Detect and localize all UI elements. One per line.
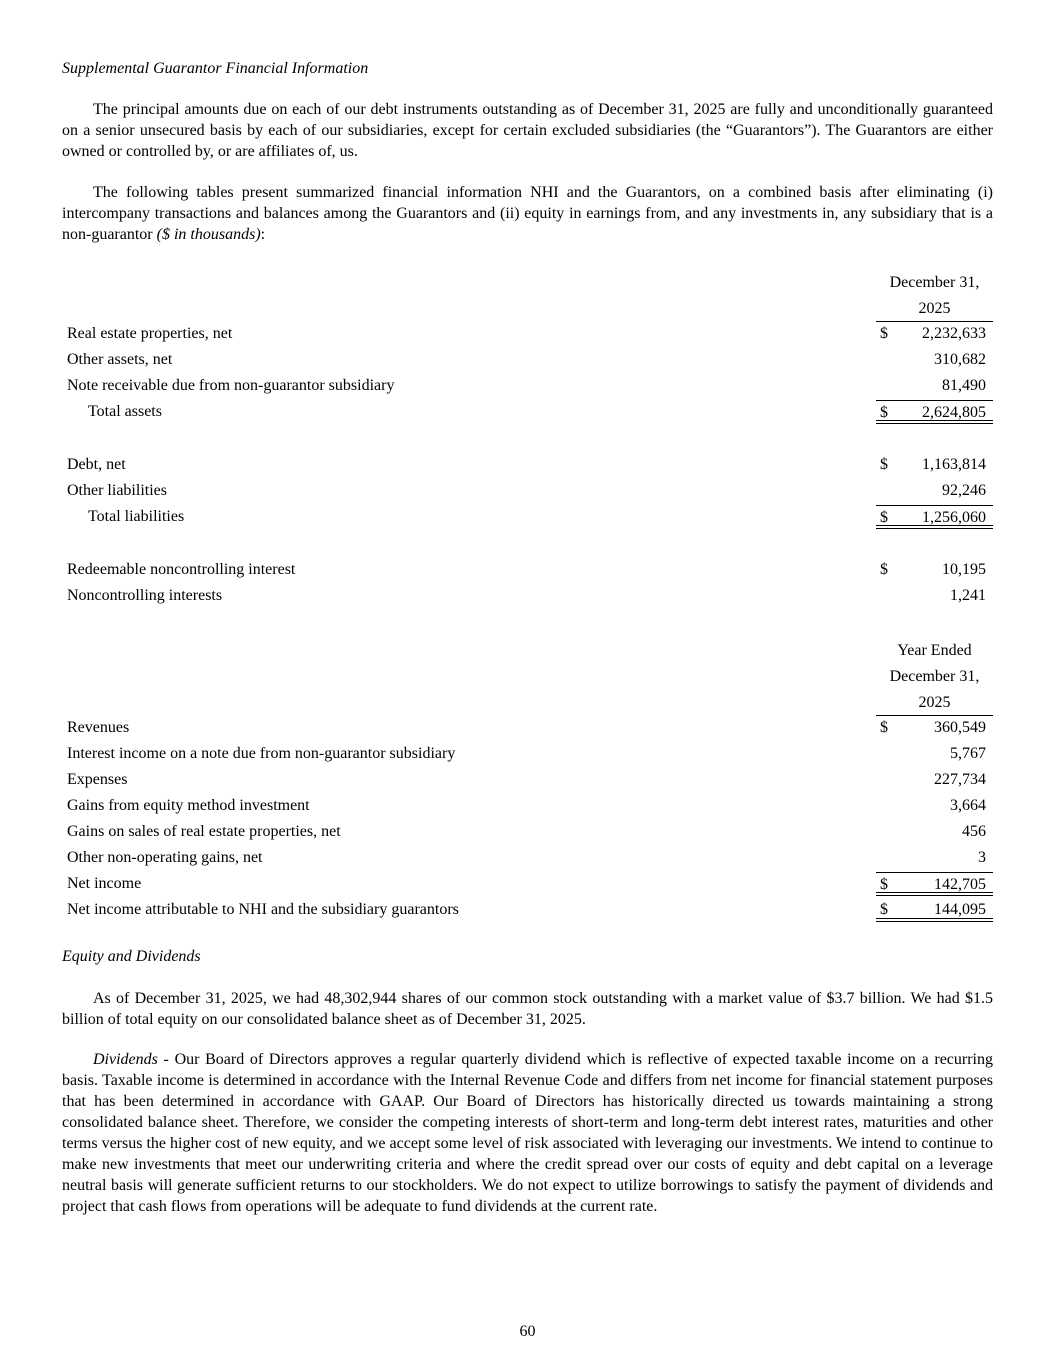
table-row <box>62 845 993 871</box>
page-number: 60 <box>519 1323 536 1340</box>
row-value: 1,163,814 <box>922 456 986 473</box>
row-label: Gains from equity method investment <box>67 797 310 814</box>
section-heading-equity: Equity and Dividends <box>62 948 201 965</box>
table-row <box>62 583 993 609</box>
table-row <box>62 373 993 399</box>
row-value: 144,095 <box>934 901 986 918</box>
row-label: Real estate properties, net <box>67 325 233 342</box>
row-label: Other non-operating gains, net <box>67 849 263 866</box>
row-label: Total assets <box>88 403 162 420</box>
row-label: Debt, net <box>67 456 126 473</box>
paragraph-dividends <box>62 1049 993 1217</box>
paragraph-guarantee: The principal amounts due on each of our debt instruments outstanding as of December 31, 2025 are fully and unconditionally guaranteed on a senior unsecured basis by each of our subsidiaries, except for certain excluded subsidiaries (the “Guarantors”). The Guarantors are either owned or controlled by, or are affiliates of, us. <box>62 101 993 160</box>
row-value: 5,767 <box>950 745 986 762</box>
row-value: 2,232,633 <box>922 325 986 342</box>
table-row <box>62 347 993 373</box>
paragraph-tables-intro-end: : <box>260 226 266 243</box>
balance-header-year: 2025 <box>876 296 993 322</box>
row-value: 2,624,805 <box>922 404 986 421</box>
paragraph-tables-intro <box>62 182 993 245</box>
income-header-year: 2025 <box>876 690 993 716</box>
row-value: 3 <box>978 849 986 866</box>
row-label: Redeemable noncontrolling interest <box>67 561 296 578</box>
row-value: 10,195 <box>942 561 986 578</box>
row-label: Noncontrolling interests <box>67 587 223 604</box>
row-label: Revenues <box>67 719 130 736</box>
table-row <box>62 557 993 583</box>
balance-header-date: December 31, <box>889 274 980 291</box>
table-row <box>62 767 993 793</box>
row-label: Net income <box>67 875 142 892</box>
row-label: Other liabilities <box>67 482 167 499</box>
row-value: 3,664 <box>950 797 986 814</box>
dollar-sign: $ <box>880 509 888 526</box>
section-heading-guarantor: Supplemental Guarantor Financial Information <box>62 60 369 77</box>
row-value: 142,705 <box>934 876 986 893</box>
table-row-total <box>62 399 993 425</box>
dividends-term: Dividends <box>93 1051 158 1068</box>
dollar-sign: $ <box>880 456 888 473</box>
row-value: 456 <box>962 823 986 840</box>
dollar-sign: $ <box>880 719 888 736</box>
table-row <box>62 715 993 741</box>
table-row <box>62 321 993 347</box>
row-label: Total liabilities <box>88 508 185 525</box>
dollar-sign: $ <box>880 876 888 893</box>
dollar-sign: $ <box>880 404 888 421</box>
row-value: 310,682 <box>934 351 986 368</box>
row-value: 1,241 <box>950 587 986 604</box>
row-label: Interest income on a note due from non-guarantor subsidiary <box>67 745 456 762</box>
table-row <box>62 478 993 504</box>
units-note: ($ in thousands) <box>156 226 261 243</box>
row-label: Net income attributable to NHI and the subsidiary guarantors <box>67 901 459 918</box>
income-header-date: December 31, <box>889 668 980 685</box>
dollar-sign: $ <box>880 325 888 342</box>
dollar-sign: $ <box>880 901 888 918</box>
paragraph-equity: As of December 31, 2025, we had 48,302,944 shares of our common stock outstanding with a market value of $3.7 billion. We had $1.5 billion of total equity on our consolidated balance sheet as of December 31, 2025. <box>62 990 993 1028</box>
row-value: 81,490 <box>942 377 986 394</box>
dollar-sign: $ <box>880 561 888 578</box>
paragraph-dividends-text: - Our Board of Directors approves a regular quarterly dividend which is reflective of expected taxable income on a recurring basis. Taxable income is determined in accordance with the Internal Revenue Code and differs from net income for financial statement purposes that has been determined in accordance with GAAP. Our Board of Directors has historically directed us towards maintaining a strong consolidated balance sheet. Therefore, we consider the competing interests of short-term and long-term debt interest rates, maturities and other terms versus the higher cost of new equity, and we accept some level of risk associated with leveraging our investments. We intend to continue to make new investments that meet our underwriting criteria and where the credit spread over our costs of equity and debt capital on a leverage neutral basis will generate sufficient returns to our stockholders. We do not expect to utilize borrowings to satisfy the payment of dividends and project that cash flows from operations will be adequate to fund dividends at the current rate. <box>62 1051 993 1215</box>
row-value: 360,549 <box>934 719 986 736</box>
row-label: Other assets, net <box>67 351 173 368</box>
paragraph-tables-intro-text: The following tables present summarized financial information NHI and the Guarantors, on a combined basis after eliminating (i) intercompany transactions and balances among the Guarantors and (ii) equity in earnings from, and any investments in, any subsidiary that is a non-guarantor <box>62 184 993 243</box>
row-value: 227,734 <box>934 771 986 788</box>
table-row <box>62 452 993 478</box>
row-label: Gains on sales of real estate properties, net <box>67 823 341 840</box>
table-row-total <box>62 897 993 923</box>
table-row <box>62 741 993 767</box>
row-label: Expenses <box>67 771 128 788</box>
income-header-period: Year Ended <box>897 642 972 659</box>
table-row <box>62 819 993 845</box>
table-row-total <box>62 504 993 530</box>
row-label: Note receivable due from non-guarantor subsidiary <box>67 377 395 394</box>
row-value: 1,256,060 <box>922 509 986 526</box>
table-row <box>62 793 993 819</box>
row-value: 92,246 <box>942 482 986 499</box>
table-row-total <box>62 871 993 897</box>
